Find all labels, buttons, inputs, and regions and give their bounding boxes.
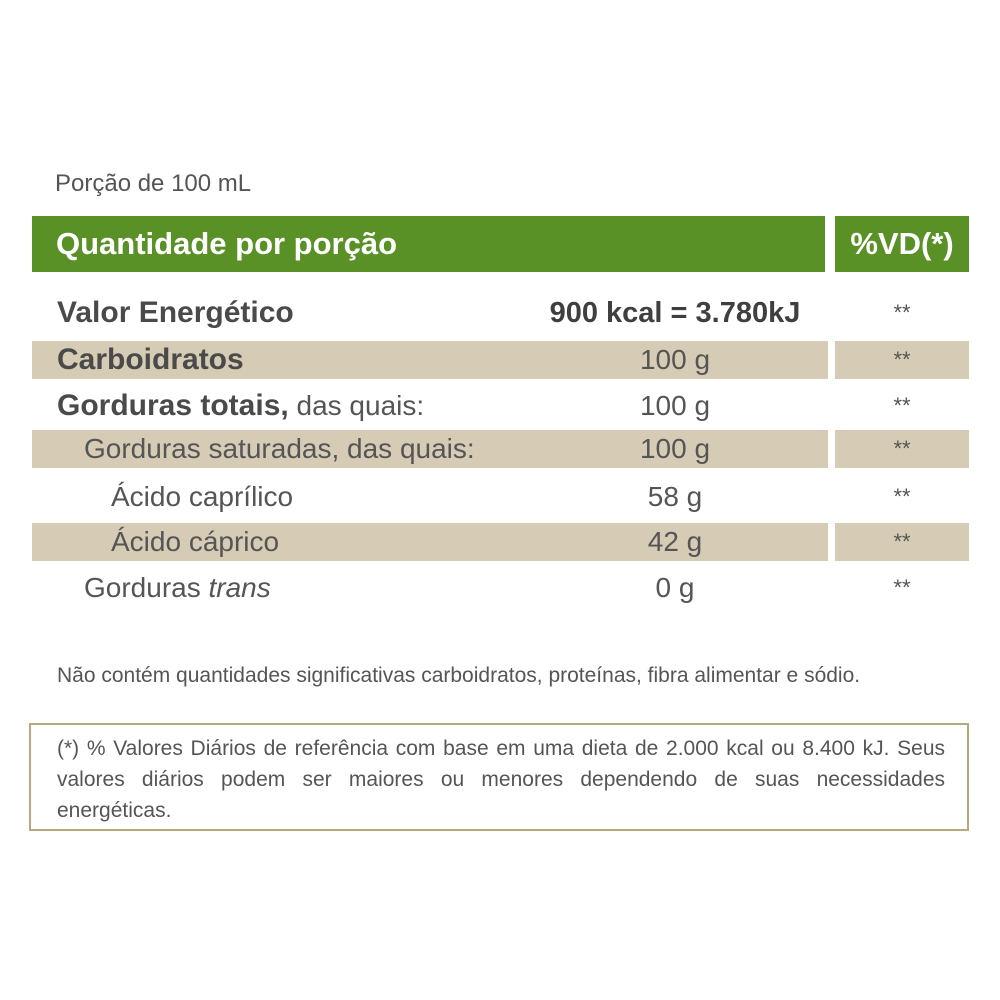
row-label: Valor Energético	[57, 296, 294, 329]
row-vd: **	[893, 300, 911, 325]
row-amount: 100 g	[639, 433, 711, 464]
row-vd: **	[893, 575, 911, 600]
row-amount: 100 g	[639, 390, 711, 421]
row-label-group	[57, 387, 424, 425]
vd-header-label: %VD(*)	[850, 226, 954, 261]
row-label: Ácido cáprico	[111, 526, 280, 557]
row-amount: 58 g	[647, 481, 703, 512]
row-amount: 900 kcal = 3.780kJ	[549, 297, 801, 329]
row-amount: 100 g	[639, 344, 711, 375]
table-row-energy	[0, 294, 1000, 332]
row-vd: **	[893, 484, 911, 509]
row-vd: **	[893, 347, 911, 372]
quantity-header-label: Quantidade por porção	[56, 226, 398, 261]
row-amount: 42 g	[647, 526, 703, 557]
portion-size: Porção de 100 mL	[55, 170, 252, 197]
row-label: Carboidratos	[57, 343, 244, 376]
table-row-total-fat	[0, 387, 1000, 425]
row-vd: **	[893, 529, 911, 554]
reference-note-box	[29, 723, 969, 831]
footnote: Não contém quantidades significativas carboidratos, proteínas, fibra alimentar e sódio.	[57, 664, 861, 687]
row-label: Gorduras totais,	[57, 389, 289, 422]
table-row-caprylic-acid	[0, 478, 1000, 516]
vd-header	[835, 216, 969, 272]
row-vd: **	[893, 393, 911, 418]
row-label-suffix: das quais:	[288, 390, 425, 421]
row-vd: **	[893, 436, 911, 461]
row-amount: 0 g	[655, 572, 695, 603]
table-row-saturated-fat	[0, 430, 1000, 468]
table-row-trans-fat	[0, 569, 1000, 607]
table-row-carbohydrates	[0, 341, 1000, 379]
row-label: Ácido caprílico	[111, 481, 294, 512]
row-label-italic: trans	[208, 572, 271, 603]
row-label: Gorduras saturadas, das quais:	[84, 433, 475, 464]
quantity-header	[32, 216, 825, 272]
row-label: Gorduras	[84, 572, 209, 603]
row-label-group	[84, 569, 271, 607]
table-row-capric-acid	[0, 523, 1000, 561]
reference-note-text: (*) % Valores Diários de referência com base em uma dieta de 2.000 kcal ou 8.400 kJ. Seus valores diários podem ser maiores ou menores dependendo de suas necessidades energéticas.	[57, 737, 945, 822]
